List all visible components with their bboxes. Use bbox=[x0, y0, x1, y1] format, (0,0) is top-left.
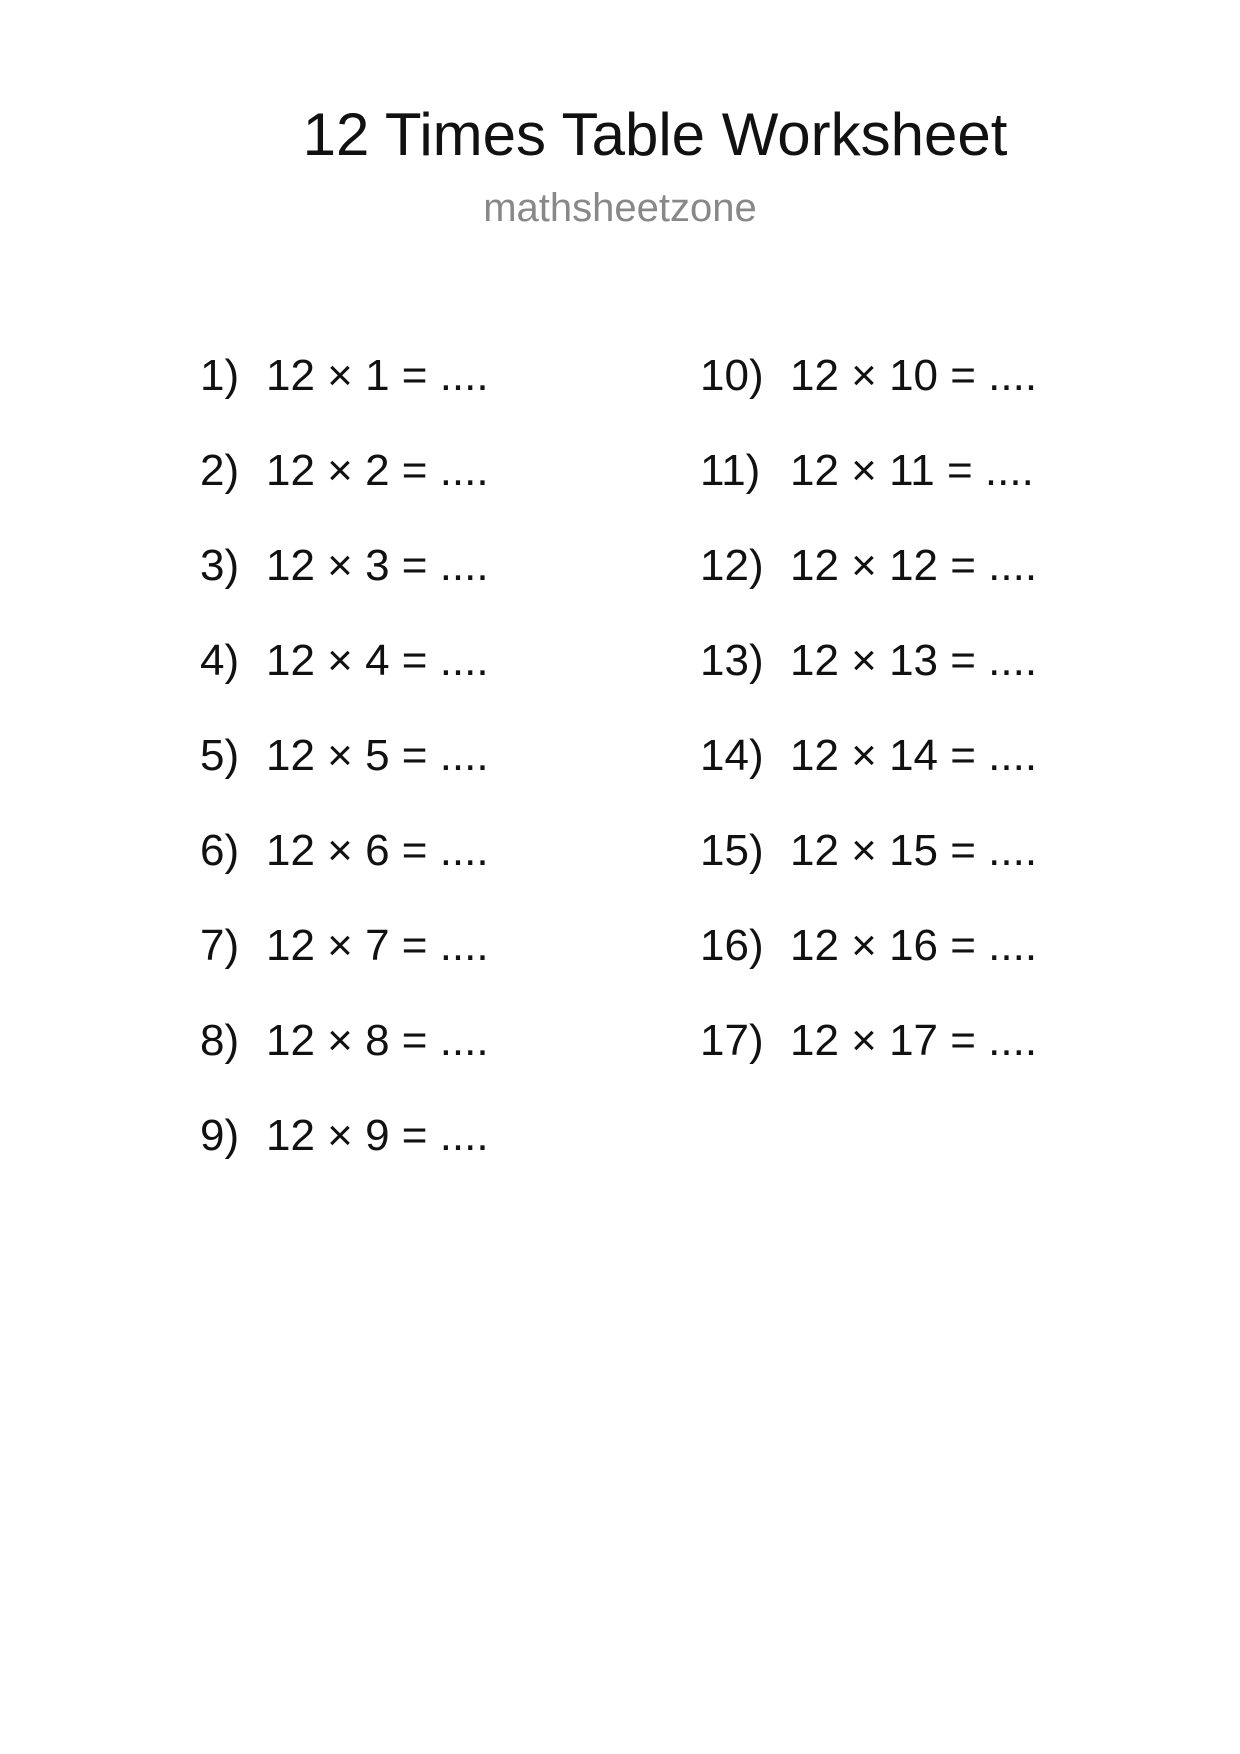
problem-expression: 12 × 7 = .... bbox=[266, 921, 489, 970]
problem-item bbox=[200, 635, 489, 730]
problem-item bbox=[700, 1015, 1037, 1110]
problem-item bbox=[200, 1015, 489, 1110]
problem-expression: 12 × 12 = .... bbox=[790, 541, 1038, 590]
problem-item bbox=[700, 635, 1037, 730]
problem-expression: 12 × 1 = .... bbox=[266, 351, 489, 400]
problem-item bbox=[200, 445, 489, 540]
problem-number: 12) bbox=[700, 541, 764, 590]
problem-expression: 12 × 11 = .... bbox=[790, 446, 1034, 495]
problem-number: 3) bbox=[200, 541, 240, 590]
problem-item bbox=[200, 350, 489, 445]
site-name: mathsheetzone bbox=[483, 186, 757, 230]
problem-item bbox=[200, 730, 489, 825]
problem-expression: 12 × 6 = .... bbox=[266, 826, 489, 875]
problem-number: 7) bbox=[200, 921, 240, 970]
problem-item bbox=[700, 445, 1037, 540]
problem-number: 16) bbox=[700, 921, 764, 970]
problem-item bbox=[700, 540, 1037, 635]
problem-expression: 12 × 8 = .... bbox=[266, 1016, 489, 1065]
problem-number: 17) bbox=[700, 1016, 764, 1065]
problem-expression: 12 × 15 = .... bbox=[790, 826, 1038, 875]
problem-expression: 12 × 17 = .... bbox=[790, 1016, 1038, 1065]
problem-number: 9) bbox=[200, 1111, 240, 1160]
problem-list-left bbox=[200, 350, 489, 1205]
problem-number: 6) bbox=[200, 826, 240, 875]
problem-number: 5) bbox=[200, 731, 240, 780]
problem-number: 15) bbox=[700, 826, 764, 875]
problem-item bbox=[700, 920, 1037, 1015]
problem-expression: 12 × 3 = .... bbox=[266, 541, 489, 590]
problem-expression: 12 × 14 = .... bbox=[790, 731, 1038, 780]
problem-expression: 12 × 16 = .... bbox=[790, 921, 1038, 970]
problem-expression: 12 × 9 = .... bbox=[266, 1111, 489, 1160]
problem-number: 11) bbox=[700, 446, 761, 495]
page-title: 12 Times Table Worksheet bbox=[302, 101, 1008, 168]
problem-expression: 12 × 10 = .... bbox=[790, 351, 1038, 400]
problem-item bbox=[700, 350, 1037, 445]
problem-expression: 12 × 5 = .... bbox=[266, 731, 489, 780]
problem-expression: 12 × 2 = .... bbox=[266, 446, 489, 495]
problem-number: 2) bbox=[200, 446, 240, 495]
problem-list-right bbox=[700, 350, 1037, 1110]
problem-item bbox=[200, 825, 489, 920]
problem-number: 8) bbox=[200, 1016, 240, 1065]
problem-number: 10) bbox=[700, 351, 764, 400]
problem-item bbox=[200, 540, 489, 635]
problem-number: 1) bbox=[200, 351, 240, 400]
problem-number: 13) bbox=[700, 636, 764, 685]
problem-expression: 12 × 13 = .... bbox=[790, 636, 1038, 685]
problem-item bbox=[700, 825, 1037, 920]
problem-expression: 12 × 4 = .... bbox=[266, 636, 489, 685]
problem-number: 14) bbox=[700, 731, 764, 780]
problem-item bbox=[200, 1110, 489, 1205]
problem-number: 4) bbox=[200, 636, 240, 685]
problem-item bbox=[200, 920, 489, 1015]
problem-item bbox=[700, 730, 1037, 825]
